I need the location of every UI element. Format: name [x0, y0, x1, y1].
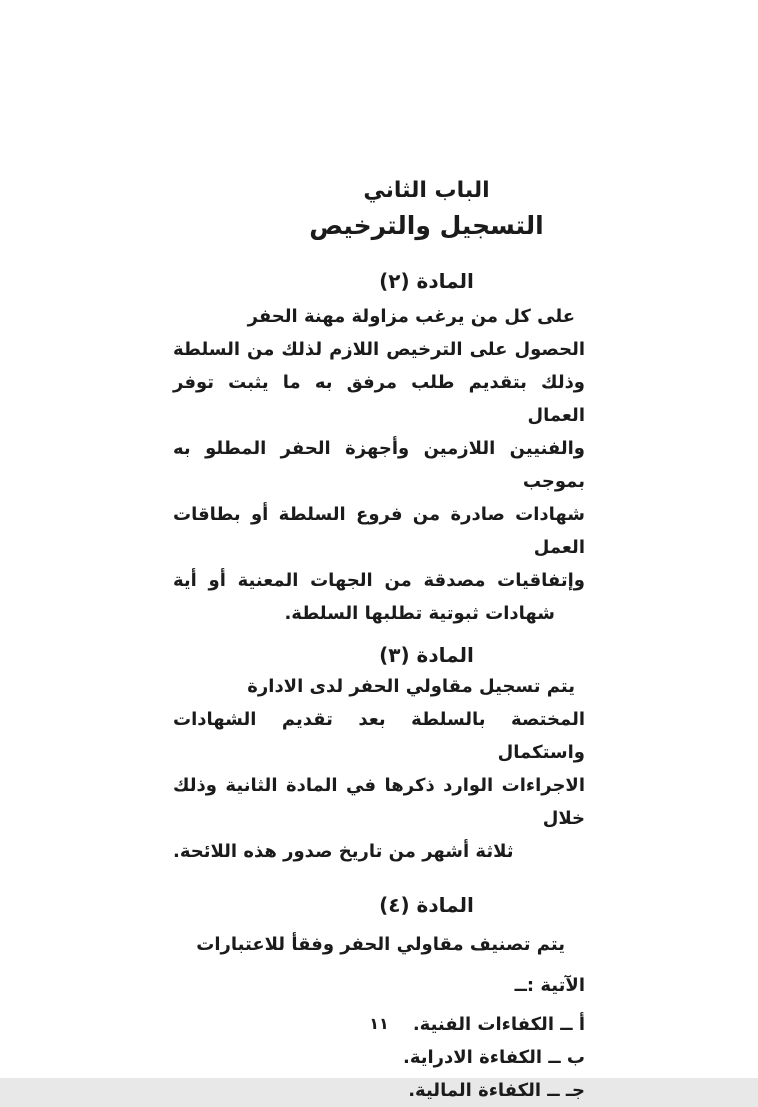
text-column: [173, 176, 585, 1107]
article-3-line: الاجراءات الوارد ذكرها في المادة الثانية وذلك خلال: [173, 775, 585, 829]
chapter-title: الباب الثاني: [363, 178, 490, 203]
article-2-line: شهادات صادرة من فروع السلطة أو بطاقات العمل: [173, 504, 585, 558]
article-2-line: وذلك بتقديم طلب مرفق به ما يثبت توفر العمال: [173, 372, 585, 426]
list-item: جـ ــ الكفاءة المالية.: [408, 1080, 585, 1101]
article-2-heading: المادة (٢): [379, 269, 474, 293]
list-item: ب ــ الكفاءة الادراية.: [403, 1047, 585, 1068]
article-4-line: يتم تصنيف مقاولي الحفر وفقأ للاعتبارات: [196, 934, 565, 955]
list-item: أ ــ الكفاءات الفنية.: [412, 1014, 585, 1035]
chapter-subtitle: التسجيل والترخيص: [309, 211, 544, 240]
article-3-line: المختصة بالسلطة بعد تقديم الشهادات واستكمال: [173, 709, 585, 763]
article-4-body: [173, 928, 585, 1002]
article-2-line: على كل من يرغب مزاولة مهنة الحفر: [247, 306, 575, 327]
article-2-line: وإتفاقيات مصدقة من الجهات المعنية أو أية: [173, 570, 585, 591]
article-2-body: [173, 300, 585, 630]
article-2-line: شهادات ثبوتية تطلبها السلطة.: [284, 603, 555, 624]
article-4-line: الآتية :ــ: [514, 975, 585, 996]
article-4-heading: المادة (٤): [379, 893, 474, 917]
article-2-line: والفنيين اللازمين وأجهزة الحفر المطلو به بموجب: [173, 438, 585, 492]
page-number: ١١: [369, 1014, 389, 1033]
article-3-line: ثلاثة أشهر من تاريخ صدور هذه اللائحة.: [173, 841, 514, 862]
article-3-body: [173, 670, 585, 868]
article-3-heading: المادة (٣): [379, 643, 474, 667]
article-2-line: الحصول على الترخيص اللازم لذلك من السلطة: [173, 339, 585, 360]
article-3-line: يتم تسجيل مقاولي الحفر لدى الادارة: [247, 676, 575, 697]
